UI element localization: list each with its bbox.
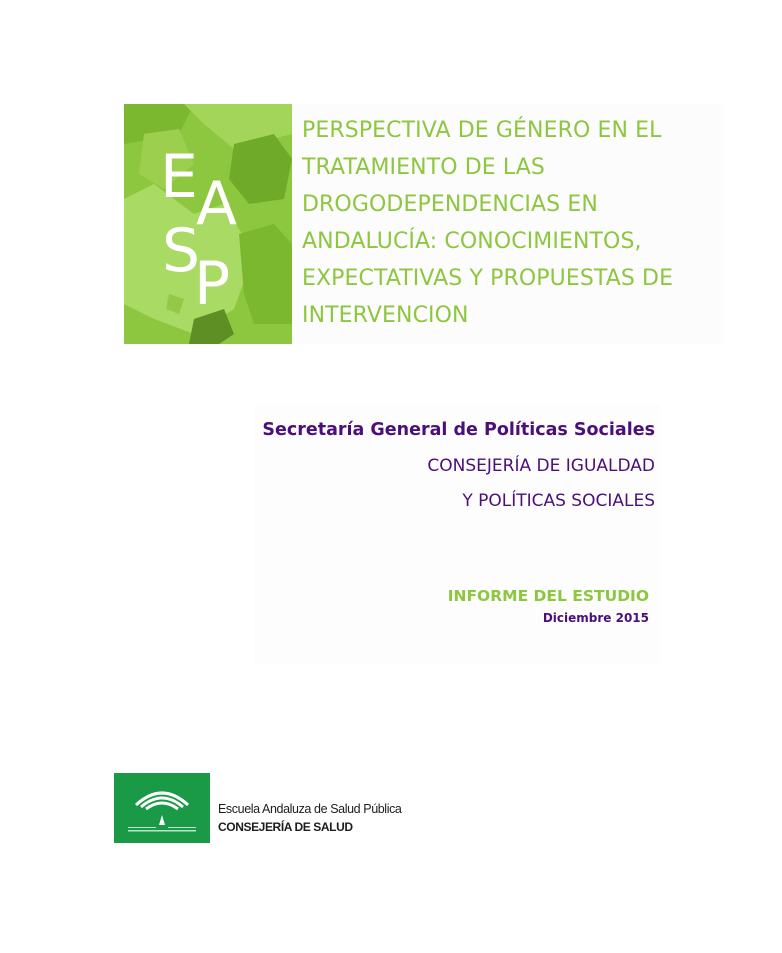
easp-logo-graphic: [124, 104, 292, 344]
organization-block-background: [255, 405, 660, 665]
title-line: ANDALUCÍA: CONOCIMIENTOS,: [302, 229, 642, 254]
consejeria-line-2: Y POLÍTICAS SOCIALES: [462, 491, 655, 511]
easp-letter-e: E: [160, 142, 198, 212]
title-line: EXPECTATIVAS Y PROPUESTAS DE: [302, 266, 674, 291]
title-panel: [292, 104, 724, 344]
document-title: [302, 112, 717, 334]
title-line: TRATAMIENTO DE LAS: [302, 155, 545, 180]
secretaria-name: Secretaría General de Políticas Sociales: [262, 420, 655, 440]
title-line: DROGODEPENDENCIAS EN: [302, 192, 598, 217]
easp-letter-s: S: [162, 216, 201, 286]
report-type: INFORME DEL ESTUDIO: [447, 587, 649, 605]
title-line: INTERVENCION: [302, 303, 469, 328]
junta-andalucia-logo: [114, 773, 210, 843]
easp-letter-p: P: [194, 249, 231, 319]
junta-logo-graphic: [114, 773, 210, 843]
consejeria-line-1: CONSEJERÍA DE IGUALDAD: [427, 456, 655, 476]
title-line: PERSPECTIVA DE GÉNERO EN EL: [302, 118, 662, 143]
easp-logo: [124, 104, 292, 344]
consejeria-salud: CONSEJERÍA DE SALUD: [218, 820, 353, 834]
report-date: Diciembre 2015: [542, 611, 649, 625]
easp-letter-a: A: [196, 169, 238, 239]
escuela-name: Escuela Andaluza de Salud Pública: [218, 802, 402, 816]
